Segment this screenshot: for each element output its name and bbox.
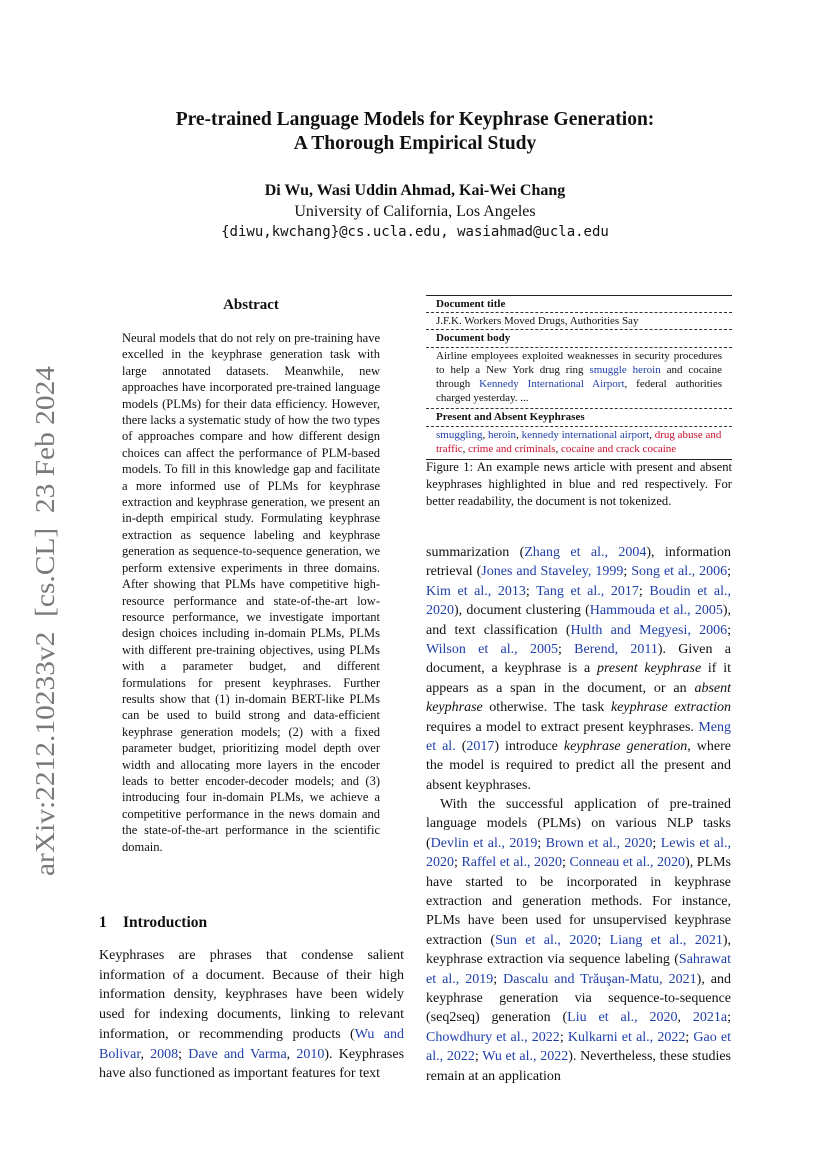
citation-link[interactable]: Conneau et al., 2020 [569,855,686,871]
citation-link[interactable]: Berend, 2011 [574,642,658,658]
section-title: Introduction [123,914,208,931]
absent-keyphrase: drug abuse and traffic [436,428,722,455]
citation-link[interactable]: Meng et al. [426,719,731,755]
text-run: Keyphrases are phrases that condense salient information of a document. Because of their high information density, keyphrases have been widely used for indexing documents, linking to relevant information, or recommending products ( [99,948,404,1042]
citation-link[interactable]: Dascalu and Trăuşan-Matu, 2021 [503,971,697,987]
abstract-heading: Abstract [223,297,279,313]
text-run: otherwise. The task [482,700,611,716]
citation-link[interactable]: Kim et al., 2013 [426,583,526,599]
citation-link[interactable]: 2010 [296,1046,325,1062]
text-run: , [677,1010,693,1026]
paper-title [100,108,730,156]
text-run: ; [557,642,575,658]
text-run: ), PLMs have started to be incorporated in keyphrase extraction and generation methods. For instance, PLMs have been used for unsupervised keyphrase extraction ( [426,855,732,948]
text-run: summarization ( [426,545,525,560]
text-run: ), and keyphrase generation via sequence-to-sequence (seq2seq) generation ( [426,971,731,1026]
citation-link[interactable]: Liu et al., 2020 [567,1010,678,1026]
arxiv-identifier-stamp [18,360,66,880]
present-keyphrase: kennedy international airport [521,428,650,441]
text-run: ; [537,835,546,851]
citation-link[interactable]: Zhang et al., 2004 [524,545,647,560]
citation-link[interactable]: Tang et al., 2017 [536,583,639,599]
text-run: ) introduce [494,739,564,755]
text-run: ; [597,932,610,948]
text-run: ; [727,622,731,638]
document-title-label: Document title [436,298,506,310]
text-run: Airline employees exploited weaknesses in security procedures to help a New York drug ring [436,349,722,376]
emphasized-term: absent keyphrase [426,680,731,716]
separator: , [649,428,655,441]
emphasized-term: keyphrase generation [563,739,688,755]
text-run: , [286,1046,297,1062]
present-keyphrase-highlight: smuggle heroin [589,363,661,376]
separator: , [482,428,488,441]
separator: , [516,428,522,441]
text-run: , federal authorities charged yesterday. ... [436,378,722,405]
text-run: ), document clustering ( [454,603,590,619]
text-run: ). Keyphrases have also functioned as important features for text [99,1046,405,1082]
section-number: 1 [99,914,107,931]
title-line-2: A Thorough Empirical Study [293,133,537,154]
keyphrases-label: Present and Absent Keyphrases [436,411,585,424]
text-run: ; [727,564,732,580]
section-heading-introduction [99,914,207,932]
citation-link[interactable]: Chowdhury et al., 2022 [426,1029,560,1045]
keyphrase-list [426,427,732,457]
text-run: ; [454,855,462,871]
citation-link[interactable]: 2021a [692,1010,728,1026]
separator: , [462,442,469,455]
text-run: ; [652,835,661,851]
present-keyphrase: heroin [487,428,517,441]
citation-link[interactable]: Hammouda et al., 2005 [589,603,723,619]
text-run: ). Given a document, a keyphrase is a [426,642,732,677]
text-run: ; [559,1029,568,1045]
text-run: ; [638,583,650,599]
citation-link[interactable]: 2017 [466,739,495,755]
citation-link[interactable]: Raffel et al., 2020 [461,855,563,871]
citation-link[interactable]: Devlin et al., 2019 [430,835,538,851]
text-run: ; [727,1010,731,1026]
text-run: ), information retrieval ( [426,545,731,580]
emphasized-term: present keyphrase [596,661,702,677]
text-run: ), keyphrase extraction via sequence labeling ( [426,932,731,968]
citation-link[interactable]: Brown et al., 2020 [545,835,653,851]
citation-link[interactable]: Gao et al., 2022 [426,1029,731,1065]
citation-link[interactable]: Kulkarni et al., 2022 [567,1029,686,1045]
text-run: if it appears as a span in the document, or an [426,661,731,696]
citation-link[interactable]: 2008 [150,1046,179,1062]
right-column-paragraph-2 [426,795,731,1086]
author-emails: {diwu,kwchang}@cs.ucla.edu, wasiahmad@ucla.edu [221,224,609,240]
text-run: requires a model to extract present keyphrases. [426,719,699,735]
citation-link[interactable]: Boudin et al., 2020 [426,583,731,619]
text-run: ; [623,564,632,580]
text-run: ; [474,1049,483,1065]
text-run: ), and text classification ( [426,603,731,638]
text-run: With the successful application of pre-trained language models (PLMs) on various NLP tasks ( [426,797,731,851]
figure-1-example-table [426,295,732,460]
text-run: , where the model is required to predict all the present and absent keyphrases. [426,739,731,793]
present-keyphrase-highlight: Kennedy International Airport [479,378,625,391]
affiliation: University of California, Los Angeles [294,203,536,220]
citation-link[interactable]: Sun et al., 2020 [495,932,598,948]
absent-keyphrase: crime and criminals [468,442,556,455]
separator: , [555,442,562,455]
text-run: ). Nevertheless, these studies remain at an application [426,1049,731,1084]
document-title-value: J.F.K. Workers Moved Drugs, Authorities Say [436,315,639,328]
text-run: , [140,1046,151,1062]
abstract-text: Neural models that do not rely on pre-training have excelled in the keyphrase generation task with large annotated datasets. Meanwhile, new approaches have incorporated pre-trained language models (PLMs) for their data efficiency. However, there lacks a systematic study of how the two types of approaches compare and how different design choices can affect the performance of PLM-based models. To fill in this knowledge gap and facilitate a more informed use of PLMs for keyphrase extraction and keyphrase generation, we present an in-depth empirical study. Formulating keyphrase extraction as sequence labeling and keyphrase generation as sequence-to-sequence generation, we perform extensive experiments in three domains. After showing that PLMs have competitive high-resource performance and state-of-the-art low-resource performance, we investigate important design choices including in-domain PLMs, PLMs with different pre-training objectives, using PLMs with a parameter budget, and different formulations for present keyphrases. Further results show that (1) in-domain BERT-like PLMs can be used to build strong and data-efficient keyphrase generation models; (2) with a fixed parameter budget, prioritizing model depth over width and allocating more layers in the encoder leads to better encoder-decoder models; and (3) introducing four in-domain PLMs, we achieve a competitive performance in the news domain and the state-of-the-art performance in the scientific domain. [122,331,380,854]
text-run: ; [685,1029,694,1045]
citation-link[interactable]: Dave and Varma [188,1046,287,1062]
document-body-value [426,348,732,407]
text-run: and cocaine through [436,363,722,391]
document-body-label: Document body [436,332,511,345]
present-keyphrase: smuggling [436,428,483,441]
author-list: Di Wu, Wasi Uddin Ahmad, Kai-Wei Chang [264,182,566,199]
text-run: ; [493,971,504,987]
right-column-paragraph-1 [426,543,731,795]
citation-link[interactable]: Song et al., 2006 [631,564,728,580]
text-run: ( [455,739,467,755]
citation-link[interactable]: Wilson et al., 2005 [426,642,558,658]
citation-link[interactable]: Wu and Bolivar [99,1026,405,1062]
title-line-1: Pre-trained Language Models for Keyphrase Generation: [175,109,655,130]
arxiv-identifier-text: arXiv:2212.10233v2 [cs.CL] 23 Feb 2024 [29,399,60,876]
figure-1-caption: Figure 1: An example news article with present and absent keyphrases highlighted in blue and red respectively. For better readability, the document is not tokenized. [426,460,732,508]
text-run: ; [178,1046,189,1062]
text-run: ; [562,855,570,871]
emphasized-term: keyphrase extraction [610,700,731,716]
introduction-paragraph [99,946,404,1084]
absent-keyphrase: cocaine and crack cocaine [561,442,677,455]
citation-link[interactable]: Wu et al., 2022 [482,1049,569,1065]
citation-link[interactable]: Liang et al., 2021 [609,932,723,948]
citation-link[interactable]: Lewis et al., 2020 [426,835,732,871]
citation-link[interactable]: Sahrawat et al., 2019 [426,952,731,987]
citation-link[interactable]: Hulth and Megyesi, 2006 [570,622,728,638]
text-run: ; [525,583,537,599]
citation-link[interactable]: Jones and Staveley, 1999 [481,564,624,580]
